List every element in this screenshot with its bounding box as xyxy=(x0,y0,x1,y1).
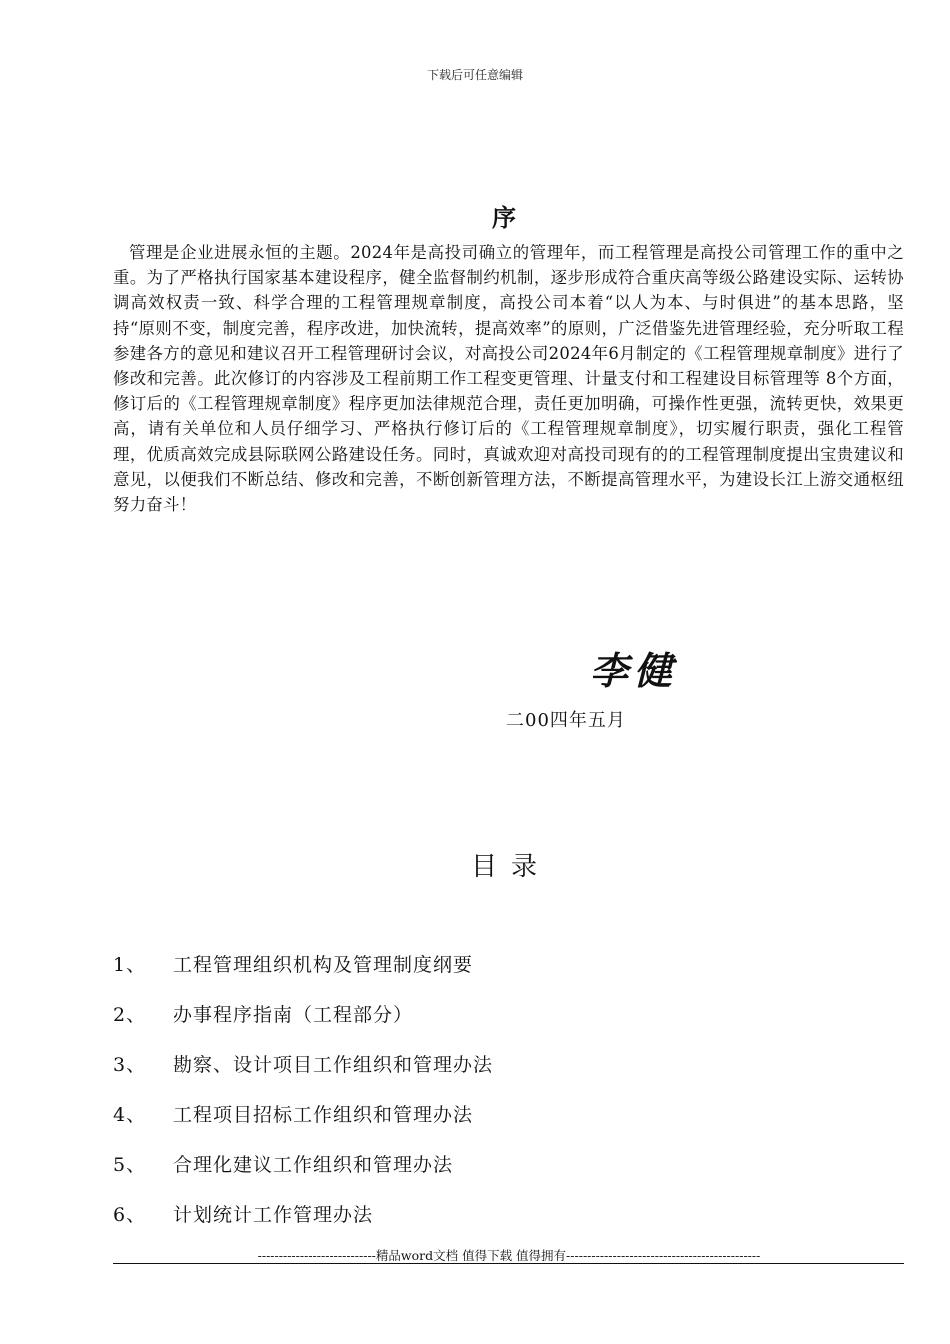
footer-divider xyxy=(113,1263,904,1264)
toc-item-number: 4、 xyxy=(113,1104,147,1126)
footer-text: ----------------------------精品word文档 值得下载 值得拥有---------------------------------------------- xyxy=(257,1248,761,1263)
preface-title: 序 xyxy=(492,203,518,232)
toc-item[interactable] xyxy=(113,1100,903,1150)
toc-item-label: 工程项目招标工作组织和管理办法 xyxy=(173,1104,474,1126)
toc-list xyxy=(113,950,903,1250)
toc-item-number: 6、 xyxy=(113,1204,147,1226)
toc-item-label: 工程管理组织机构及管理制度纲要 xyxy=(173,954,474,976)
toc-item-number: 2、 xyxy=(113,1004,147,1026)
preface-body: 管理是企业进展永恒的主题。2024年是高投司确立的管理年，而工程管理是高投公司管理工作的重中之重。为了严格执行国家基本建设程序，健全监督制约机制，逐步形成符合重庆高等级公路建设实际、运转协调高效权责一致、科学合理的工程管理规章制度，高投公司本着“以人为本、与时俱进”的基本思路，坚持“原则不变，制度完善，程序改进，加快流转，提高效率”的原则，广泛借鉴先进管理经验，充分听取工程参建各方的意见和建议召开工程管理研讨会议，对高投公司2024年6月制定的《工程管理规章制度》进行了修改和完善。此次修订的内容涉及工程前期工作工程变更管理、计量支付和工程建设目标管理等 8个方面，修订后的《工程管理规章制度》程序更加法律规范合理，责任更加明确，可操作性更强，流转更快，效果更高，请有关单位和人员仔细学习、严格执行修订后的《工程管理规章制度》，切实履行职责，强化工程管理，优质高效完成县际联网公路建设任务。同时，真诚欢迎对高投司现有的的工程管理制度提出宝贵建议和意见，以便我们不断总结、修改和完善，不断创新管理方法，不断提高管理水平，为建设长江上游交通枢纽努力奋斗！ xyxy=(113,243,904,515)
toc-item[interactable] xyxy=(113,1150,903,1200)
toc-item[interactable] xyxy=(113,950,903,1000)
header-note: 下载后可任意编辑 xyxy=(426,68,523,82)
toc-item-label: 计划统计工作管理办法 xyxy=(173,1204,374,1226)
toc-item-number: 5、 xyxy=(113,1154,147,1176)
author-signature: 李健 xyxy=(590,648,679,693)
toc-title: 目录 xyxy=(470,852,551,882)
toc-item[interactable] xyxy=(113,1050,903,1100)
toc-item-number: 1、 xyxy=(113,954,147,976)
toc-item[interactable] xyxy=(113,1000,903,1050)
toc-item-number: 3、 xyxy=(113,1054,147,1076)
toc-item-label: 办事程序指南（工程部分） xyxy=(173,1004,414,1026)
toc-item[interactable] xyxy=(113,1200,903,1250)
preface-date: 二00四年五月 xyxy=(506,710,626,731)
toc-item-label: 勘察、设计项目工作组织和管理办法 xyxy=(173,1054,494,1076)
toc-item-label: 合理化建议工作组织和管理办法 xyxy=(173,1154,454,1176)
